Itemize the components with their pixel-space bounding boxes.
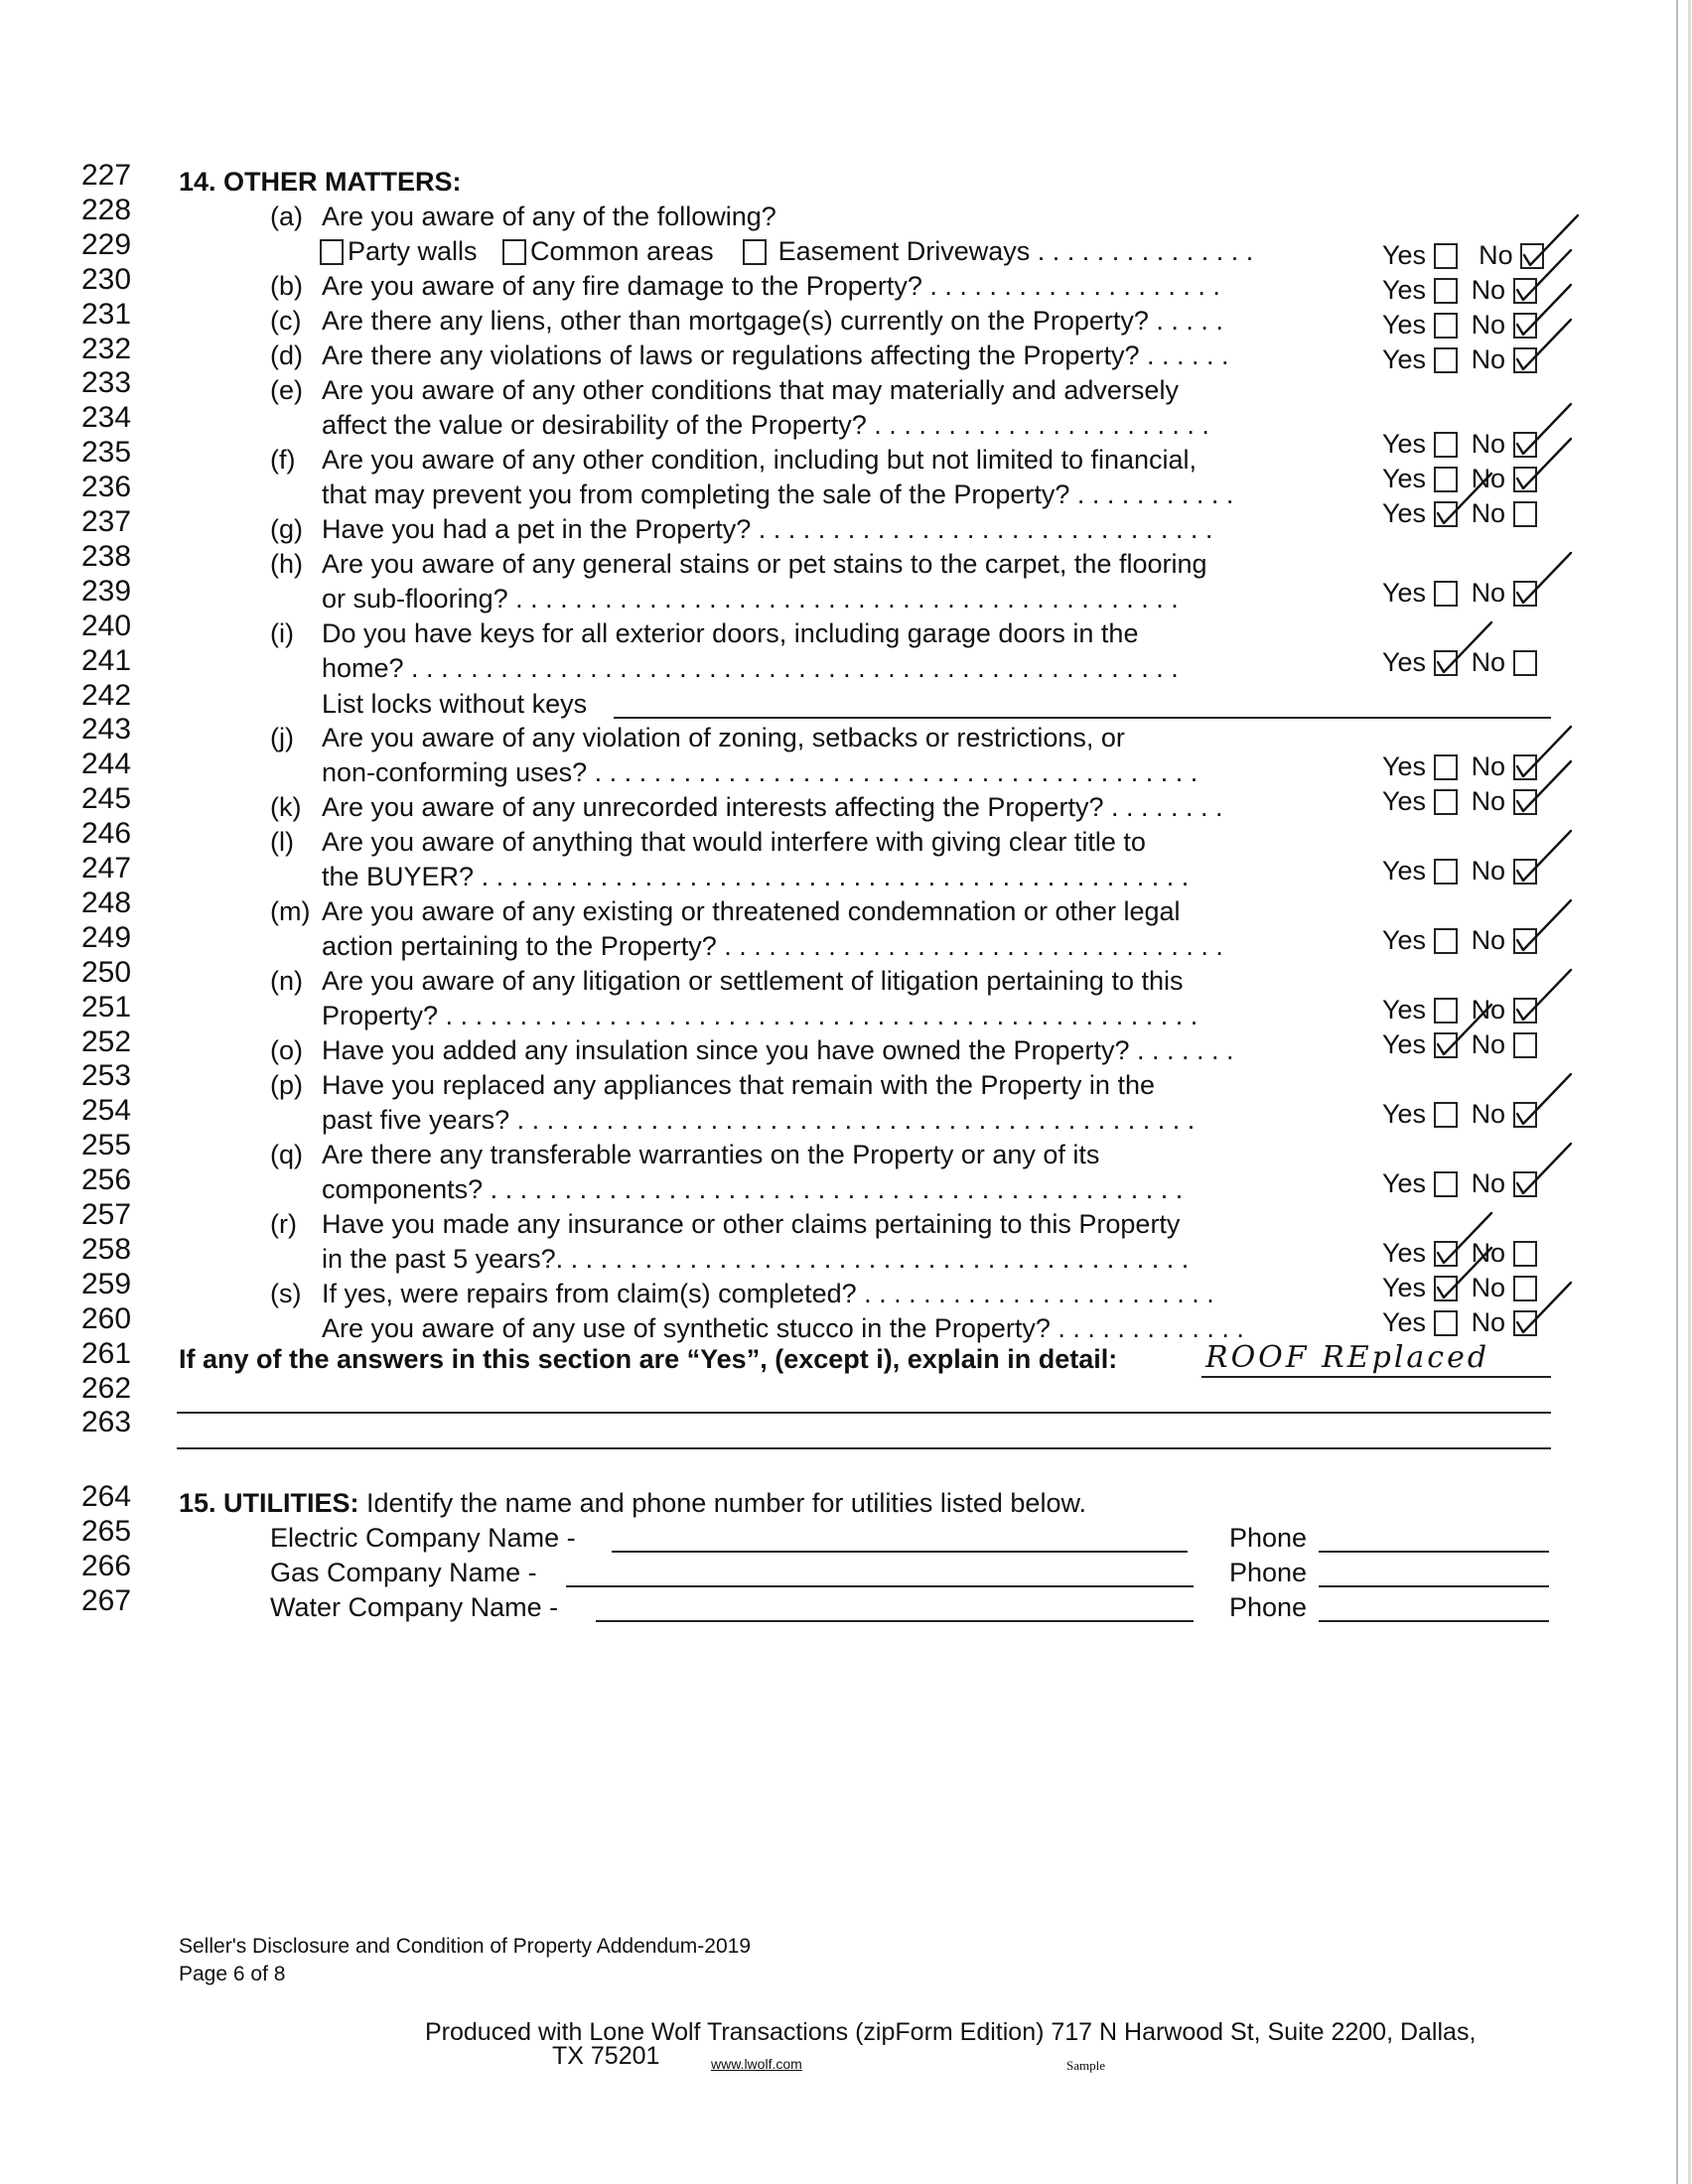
- party-walls-label: Party walls: [348, 236, 478, 266]
- yes-checkbox[interactable]: [1434, 650, 1458, 676]
- gas-label: Gas Company Name -: [270, 1558, 537, 1587]
- line-number: 228: [81, 193, 132, 226]
- line-number: 235: [81, 436, 132, 470]
- line-number: 261: [81, 1336, 132, 1370]
- no-label: No: [1471, 1029, 1506, 1059]
- question-text: Property? . . . . . . . . . . . . . . . . . . . . . . . . . . . . . . . . . . . . . . . . . . . . . . . . . . .: [322, 1001, 1198, 1030]
- line-number: 256: [81, 1163, 132, 1197]
- line-number: 265: [81, 1515, 132, 1548]
- question-label: (p): [270, 1070, 303, 1100]
- no-checkbox[interactable]: [1513, 501, 1537, 527]
- question-label: (n): [270, 966, 303, 996]
- line-number: 242: [81, 678, 132, 712]
- answer-yes-no: [1382, 1027, 1537, 1061]
- footer-title: Seller's Disclosure and Condition of Property Addendum-2019: [179, 1935, 752, 1958]
- question-label: (h): [270, 549, 303, 579]
- yes-label: Yes: [1382, 310, 1427, 340]
- question-text: Are you aware of any use of synthetic stucco in the Property? . . . . . . . . . . . . .: [322, 1313, 1244, 1343]
- yes-checkbox[interactable]: [1434, 1241, 1458, 1267]
- line-number: 264: [81, 1480, 132, 1513]
- water-name-field[interactable]: [596, 1620, 1194, 1622]
- explain-line-3[interactable]: [177, 1447, 1551, 1449]
- section-15-intro: Identify the name and phone number for utilities listed below.: [358, 1488, 1086, 1518]
- section-14-heading: 14. OTHER MATTERS:: [179, 167, 462, 197]
- answer-yes-no: [1382, 750, 1537, 783]
- gas-phone-label: Phone: [1229, 1558, 1308, 1587]
- question-label: (o): [270, 1035, 303, 1065]
- footer-produced: Produced with Lone Wolf Transactions (zipForm Edition) 717 N Harwood St, Suite 2200, Dallas,: [425, 2018, 1477, 2046]
- no-label: No: [1471, 1307, 1506, 1337]
- no-checkbox[interactable]: [1520, 243, 1544, 269]
- yes-label: Yes: [1382, 1307, 1427, 1337]
- no-checkbox[interactable]: [1513, 581, 1537, 607]
- question-text: Are you aware of any violation of zoning, setbacks or restrictions, or: [322, 723, 1125, 752]
- answer-a: [1382, 238, 1544, 272]
- water-phone-label: Phone: [1229, 1592, 1308, 1622]
- party-walls-checkbox[interactable]: [320, 239, 344, 265]
- answer-yes-no: [1382, 1166, 1537, 1200]
- question-label: (m): [270, 896, 311, 926]
- yes-label: Yes: [1382, 240, 1427, 270]
- question-text: If yes, were repairs from claim(s) completed? . . . . . . . . . . . . . . . . . . . . . . . .: [322, 1279, 1214, 1308]
- check-mark-icon: [1511, 896, 1575, 956]
- line-number: 236: [81, 471, 132, 504]
- yes-label: Yes: [1382, 498, 1427, 528]
- line-number: 245: [81, 782, 132, 816]
- yes-checkbox[interactable]: [1434, 313, 1458, 339]
- question-text: non-conforming uses? . . . . . . . . . . . . . . . . . . . . . . . . . . . . . . . . . . . . . . . . .: [322, 757, 1198, 787]
- question-label: (d): [270, 341, 303, 370]
- yes-checkbox[interactable]: [1434, 581, 1458, 607]
- line-number: 241: [81, 643, 132, 677]
- section-15-heading-row: [179, 1486, 1086, 1520]
- line-number: 227: [81, 159, 132, 192]
- no-checkbox[interactable]: [1513, 313, 1537, 339]
- question-label: (s): [270, 1279, 302, 1308]
- yes-checkbox[interactable]: [1434, 928, 1458, 954]
- footer-url[interactable]: www.lwolf.com: [711, 2056, 802, 2072]
- answer-yes-no: [1382, 308, 1537, 341]
- yes-label: Yes: [1382, 751, 1427, 781]
- question-label: (j): [270, 723, 294, 752]
- no-checkbox[interactable]: [1513, 467, 1537, 492]
- question-text: the BUYER? . . . . . . . . . . . . . . . . . . . . . . . . . . . . . . . . . . . . . . . . . . . . . . . .: [322, 862, 1190, 891]
- line-number: 253: [81, 1059, 132, 1093]
- answer-yes-no: [1382, 993, 1537, 1026]
- yes-checkbox[interactable]: [1434, 998, 1458, 1024]
- list-locks-line[interactable]: [614, 717, 1551, 719]
- line-number: 259: [81, 1267, 132, 1300]
- line-number: 250: [81, 955, 132, 989]
- no-label: No: [1471, 429, 1506, 459]
- easement-driveways-label: Easement Driveways . . . . . . . . . . . . . . .: [777, 236, 1254, 266]
- yes-label: Yes: [1382, 429, 1427, 459]
- line-number: 267: [81, 1584, 132, 1617]
- line-number: 252: [81, 1024, 132, 1058]
- line-number: 233: [81, 366, 132, 400]
- line-number: 230: [81, 262, 132, 296]
- water-phone-field[interactable]: [1319, 1620, 1549, 1622]
- yes-label: Yes: [1382, 1099, 1427, 1129]
- question-label: (l): [270, 827, 294, 857]
- yes-checkbox[interactable]: [1434, 1310, 1458, 1336]
- footer-page: Page 6 of 8: [179, 1963, 286, 1985]
- yes-checkbox[interactable]: [1434, 243, 1458, 269]
- yes-label: Yes: [1382, 464, 1427, 493]
- no-label: No: [1471, 1168, 1506, 1198]
- question-label: (b): [270, 271, 303, 301]
- yes-checkbox[interactable]: [1434, 859, 1458, 885]
- answer-yes-no: [1382, 854, 1537, 887]
- no-checkbox[interactable]: [1513, 432, 1537, 458]
- page-edge: [1676, 0, 1678, 2184]
- check-mark-icon: [1511, 1070, 1575, 1130]
- no-checkbox[interactable]: [1513, 928, 1537, 954]
- answer-yes-no: [1382, 645, 1537, 679]
- question-text: affect the value or desirability of the Property? . . . . . . . . . . . . . . . . . . . . . . .: [322, 410, 1209, 440]
- answer-yes-no: [1382, 1097, 1537, 1131]
- electric-phone-field[interactable]: [1319, 1551, 1549, 1553]
- no-label: No: [1471, 498, 1506, 528]
- question-text: Are there any violations of laws or regulations affecting the Property? . . . . . .: [322, 341, 1229, 370]
- line-number: 247: [81, 852, 132, 885]
- yes-checkbox[interactable]: [1434, 754, 1458, 780]
- water-label: Water Company Name -: [270, 1592, 559, 1622]
- gas-phone-field[interactable]: [1319, 1585, 1549, 1587]
- electric-label: Electric Company Name -: [270, 1523, 576, 1553]
- no-label: No: [1471, 464, 1506, 493]
- yes-checkbox[interactable]: [1434, 467, 1458, 492]
- no-label: No: [1471, 751, 1506, 781]
- no-label: No: [1471, 856, 1506, 886]
- line-number: 248: [81, 886, 132, 919]
- no-label: No: [1471, 1273, 1506, 1302]
- yes-checkbox[interactable]: [1434, 1032, 1458, 1058]
- common-areas-label: Common areas: [530, 236, 714, 266]
- question-text: Are you aware of any existing or threatened condemnation or other legal: [322, 896, 1181, 926]
- check-mark-icon: [1518, 211, 1582, 271]
- footer-city: TX 75201: [552, 2042, 660, 2070]
- line-number: 239: [81, 574, 132, 608]
- question-text: Are you aware of any litigation or settlement of litigation pertaining to this: [322, 966, 1184, 996]
- question-text: Do you have keys for all exterior doors, including garage doors in the: [322, 618, 1139, 648]
- line-number: 257: [81, 1198, 132, 1231]
- yes-checkbox[interactable]: [1434, 432, 1458, 458]
- question-text: Have you made any insurance or other claims pertaining to this Property: [322, 1209, 1181, 1239]
- answer-yes-no: [1382, 1236, 1537, 1270]
- question-label: (i): [270, 618, 294, 648]
- check-mark-icon: [1511, 723, 1575, 782]
- no-label: No: [1471, 310, 1506, 340]
- line-number: 237: [81, 505, 132, 538]
- check-mark-icon: [1511, 1140, 1575, 1199]
- line-number: 249: [81, 920, 132, 954]
- yes-label: Yes: [1382, 1168, 1427, 1198]
- yes-label: Yes: [1382, 1029, 1427, 1059]
- line-number: 262: [81, 1371, 132, 1405]
- answer-yes-no: [1382, 462, 1537, 495]
- question-text: past five years? . . . . . . . . . . . . . . . . . . . . . . . . . . . . . . . . . . . . . . . . . . . . . .: [322, 1105, 1196, 1135]
- line-number: 251: [81, 990, 132, 1024]
- footer-sample: Sample: [1066, 2058, 1105, 2073]
- gas-name-field[interactable]: [566, 1585, 1194, 1587]
- answer-yes-no: [1382, 342, 1537, 376]
- question-label: (k): [270, 792, 302, 822]
- question-label: (e): [270, 375, 303, 405]
- question-text: Have you replaced any appliances that remain with the Property in the: [322, 1070, 1155, 1100]
- question-a-text: Are you aware of any of the following?: [322, 202, 776, 231]
- explain-label: If any of the answers in this section are “Yes”, (except i), explain in detail:: [179, 1344, 1118, 1374]
- no-checkbox[interactable]: [1513, 347, 1537, 373]
- question-label: (r): [270, 1209, 297, 1239]
- section-15-heading: 15. UTILITIES:: [179, 1488, 359, 1518]
- no-checkbox[interactable]: [1513, 1310, 1537, 1336]
- yes-checkbox[interactable]: [1434, 1276, 1458, 1301]
- answer-yes-no-stucco: [1382, 1305, 1537, 1339]
- answer-yes-no: [1382, 273, 1537, 307]
- question-text: in the past 5 years?. . . . . . . . . . . . . . . . . . . . . . . . . . . . . . . . . . . . . . . . . . .: [322, 1244, 1190, 1274]
- yes-checkbox[interactable]: [1434, 347, 1458, 373]
- no-checkbox[interactable]: [1513, 1102, 1537, 1128]
- answer-yes-no: [1382, 1271, 1537, 1304]
- line-number: 229: [81, 227, 132, 261]
- answer-yes-no: [1382, 576, 1537, 610]
- yes-label: Yes: [1382, 275, 1427, 305]
- check-mark-icon: [1511, 966, 1575, 1025]
- no-checkbox[interactable]: [1513, 278, 1537, 304]
- no-label: No: [1471, 647, 1506, 677]
- question-text: action pertaining to the Property? . . . . . . . . . . . . . . . . . . . . . . . . . . . . . . . . . .: [322, 931, 1223, 961]
- yes-checkbox[interactable]: [1434, 1171, 1458, 1197]
- check-mark-icon: [1511, 827, 1575, 887]
- question-text: Are you aware of any fire damage to the Property? . . . . . . . . . . . . . . . . . . . .: [322, 271, 1220, 301]
- electric-phone-label: Phone: [1229, 1523, 1308, 1553]
- no-label: No: [1471, 344, 1506, 374]
- common-areas-checkbox[interactable]: [502, 239, 526, 265]
- answer-yes-no: [1382, 496, 1537, 530]
- line-number: 231: [81, 297, 132, 331]
- question-text: Are you aware of any unrecorded interests affecting the Property? . . . . . . . .: [322, 792, 1223, 822]
- line-number: 255: [81, 1129, 132, 1162]
- yes-label: Yes: [1382, 647, 1427, 677]
- question-label: (q): [270, 1140, 303, 1169]
- yes-label: Yes: [1382, 856, 1427, 886]
- easement-driveways-checkbox[interactable]: [743, 239, 767, 265]
- question-text: home? . . . . . . . . . . . . . . . . . . . . . . . . . . . . . . . . . . . . . . . . . . . . . . . . . . . .: [322, 653, 1179, 683]
- list-locks-label: List locks without keys: [322, 689, 588, 719]
- line-number: 254: [81, 1094, 132, 1128]
- line-number: 246: [81, 817, 132, 851]
- no-checkbox[interactable]: [1513, 754, 1537, 780]
- question-label: (f): [270, 445, 296, 475]
- no-label: No: [1479, 240, 1513, 270]
- no-checkbox[interactable]: [1513, 789, 1537, 815]
- no-checkbox[interactable]: [1513, 1241, 1537, 1267]
- yes-label: Yes: [1382, 1273, 1427, 1302]
- yes-label: Yes: [1382, 925, 1427, 955]
- no-label: No: [1471, 1238, 1506, 1268]
- question-a-label: (a): [270, 202, 303, 231]
- no-label: No: [1471, 578, 1506, 608]
- answer-yes-no: [1382, 784, 1537, 818]
- line-number: 243: [81, 713, 132, 747]
- yes-checkbox[interactable]: [1434, 501, 1458, 527]
- page-edge-shadow: [1688, 0, 1691, 2184]
- question-label: (g): [270, 514, 303, 544]
- yes-checkbox[interactable]: [1434, 1102, 1458, 1128]
- yes-label: Yes: [1382, 1238, 1427, 1268]
- no-label: No: [1471, 995, 1506, 1024]
- answer-yes-no: [1382, 923, 1537, 957]
- no-checkbox[interactable]: [1513, 650, 1537, 676]
- line-number: 244: [81, 748, 132, 781]
- explain-line-2[interactable]: [177, 1412, 1551, 1414]
- check-mark-icon: [1511, 400, 1575, 460]
- line-number: 266: [81, 1550, 132, 1582]
- no-checkbox[interactable]: [1513, 1032, 1537, 1058]
- question-text: Are you aware of any other condition, including but not limited to financial,: [322, 445, 1198, 475]
- line-number: 263: [81, 1406, 132, 1439]
- answer-yes-no: [1382, 427, 1537, 461]
- no-checkbox[interactable]: [1513, 998, 1537, 1024]
- question-a-options: [320, 234, 1253, 268]
- yes-label: Yes: [1382, 786, 1427, 816]
- no-checkbox[interactable]: [1513, 1171, 1537, 1197]
- question-text: Are you aware of anything that would interfere with giving clear title to: [322, 827, 1146, 857]
- question-text: components? . . . . . . . . . . . . . . . . . . . . . . . . . . . . . . . . . . . . . . . . . . . . . . .: [322, 1174, 1184, 1204]
- no-checkbox[interactable]: [1513, 859, 1537, 885]
- explain-answer: ROOF REplaced: [1205, 1340, 1490, 1375]
- question-text: Are you aware of any other conditions that may materially and adversely: [322, 375, 1179, 405]
- no-label: No: [1471, 925, 1506, 955]
- line-number: 234: [81, 401, 132, 435]
- explain-line-1[interactable]: [1201, 1376, 1551, 1378]
- line-number: 258: [81, 1232, 132, 1266]
- no-label: No: [1471, 1099, 1506, 1129]
- no-checkbox[interactable]: [1513, 1276, 1537, 1301]
- yes-label: Yes: [1382, 578, 1427, 608]
- yes-label: Yes: [1382, 344, 1427, 374]
- yes-label: Yes: [1382, 995, 1427, 1024]
- line-number: 232: [81, 332, 132, 365]
- question-text: Have you had a pet in the Property? . . . . . . . . . . . . . . . . . . . . . . . . . . . . . . .: [322, 514, 1213, 544]
- question-label: (c): [270, 306, 302, 336]
- no-label: No: [1471, 275, 1506, 305]
- question-text: that may prevent you from completing the sale of the Property? . . . . . . . . . . .: [322, 479, 1234, 509]
- question-text: Are you aware of any general stains or pet stains to the carpet, the flooring: [322, 549, 1207, 579]
- check-mark-icon: [1511, 549, 1575, 609]
- line-number: 260: [81, 1301, 132, 1335]
- question-text: or sub-flooring? . . . . . . . . . . . . . . . . . . . . . . . . . . . . . . . . . . . . . . . . . . . . .: [322, 584, 1179, 614]
- line-number: 238: [81, 539, 132, 573]
- question-text: Are there any transferable warranties on the Property or any of its: [322, 1140, 1100, 1169]
- no-label: No: [1471, 786, 1506, 816]
- line-number: 240: [81, 609, 132, 642]
- question-text: Are there any liens, other than mortgage(s) currently on the Property? . . . . .: [322, 306, 1223, 336]
- yes-checkbox[interactable]: [1434, 789, 1458, 815]
- electric-name-field[interactable]: [612, 1551, 1188, 1553]
- question-text: Have you added any insulation since you have owned the Property? . . . . . . .: [322, 1035, 1234, 1065]
- yes-checkbox[interactable]: [1434, 278, 1458, 304]
